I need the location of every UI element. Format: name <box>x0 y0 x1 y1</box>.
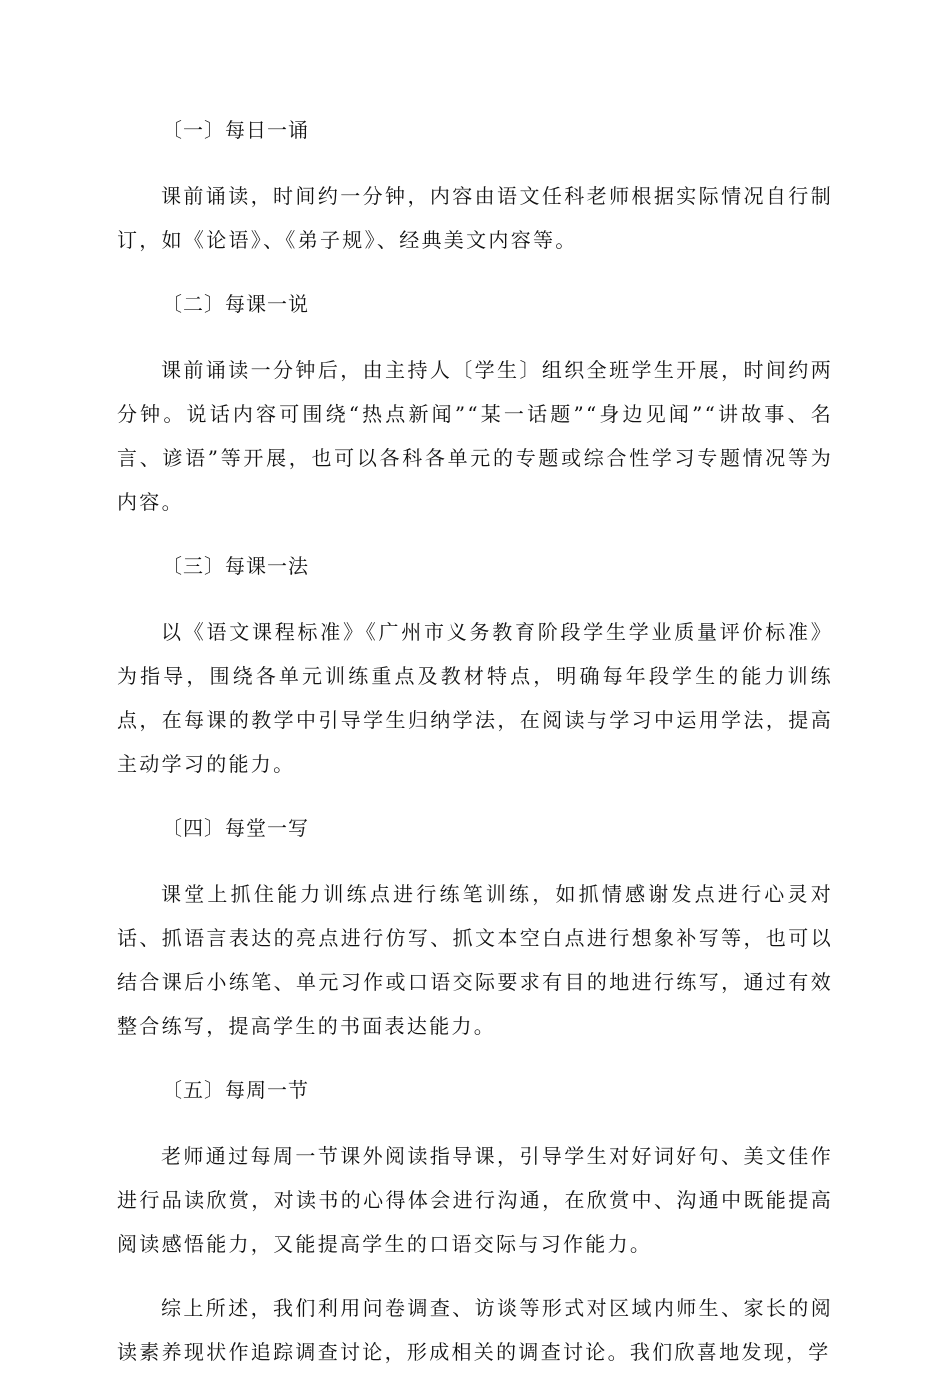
section-2 <box>117 282 833 524</box>
conclusion-paragraph: 综上所述，我们利用问卷调查、访谈等形式对区域内师生、家长的阅读素养现状作追踪调查讨论，形成相关的调查讨论。我们欣喜地发现，学 <box>117 1296 833 1364</box>
document-page <box>117 108 833 1394</box>
section-paragraph: 以《语文课程标准》《广州市义务教育阶段学生学业质量评价标准》为指导，围绕各单元训练重点及教材特点，明确每年段学生的能力训练点，在每课的教学中引导学生归纳学法，在阅读与学习中运用学法，提高主动学习的能力。 <box>117 620 833 776</box>
section-paragraph: 课前诵读一分钟后，由主持人〔学生〕组织全班学生开展，时间约两分钟。说话内容可围绕“热点新闻”“某一话题”“身边见闻”“讲故事、名言、谚语”等开展，也可以各科各单元的专题或综合性学习专题情况等为内容。 <box>117 358 833 514</box>
section-paragraph: 老师通过每周一节课外阅读指导课，引导学生对好词好句、美文佳作进行品读欣赏，对读书的心得体会进行沟通，在欣赏中、沟通中既能提高阅读感悟能力，又能提高学生的口语交际与习作能力。 <box>117 1144 833 1256</box>
section-3 <box>117 544 833 786</box>
section-heading: 〔一〕每日一诵 <box>162 118 309 142</box>
section-paragraph: 课前诵读，时间约一分钟，内容由语文任科老师根据实际情况自行制订，如《论语》、《弟子规》、经典美文内容等。 <box>117 184 833 252</box>
section-paragraph: 课堂上抓住能力训练点进行练笔训练，如抓情感谢发点进行心灵对话、抓语言表达的亮点进行仿写、抓文本空白点进行想象补写等，也可以结合课后小练笔、单元习作或口语交际要求有目的地进行练写，通过有效整合练写，提高学生的书面表达能力。 <box>117 882 833 1038</box>
section-heading: 〔五〕每周一节 <box>162 1078 309 1102</box>
section-4 <box>117 806 833 1048</box>
section-1 <box>117 108 833 262</box>
section-heading: 〔四〕每堂一写 <box>162 816 309 840</box>
section-5 <box>117 1068 833 1266</box>
section-heading: 〔二〕每课一说 <box>162 292 309 316</box>
section-heading: 〔三〕每课一法 <box>162 554 309 578</box>
